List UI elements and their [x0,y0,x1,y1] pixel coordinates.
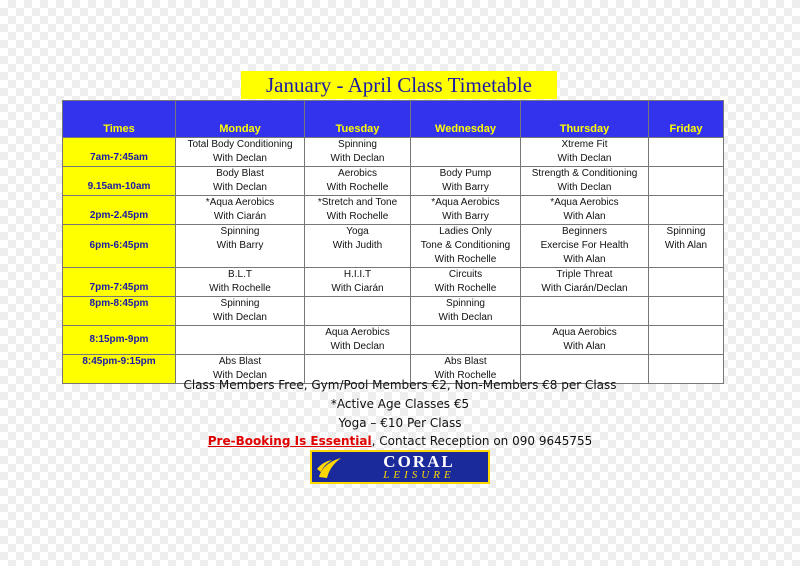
column-header-thursday: Thursday [521,101,649,138]
class-name-label: Strength & Conditioning [531,168,638,179]
class-cell-monday [176,138,305,167]
time-cell: 2pm-2.45pm [63,196,176,225]
instructor-label: With Rochelle [326,182,389,193]
class-cell-wednesday [411,326,521,355]
class-name-label: Beginners [561,226,608,237]
class-name-label: Abs Blast [218,356,262,367]
time-cell: 6pm-6:45pm [63,225,176,268]
class-name-label: *Aqua Aerobics [431,197,500,208]
page-title: January - April Class Timetable [241,71,557,99]
time-cell: 8:15pm-9pm [63,326,176,355]
class-cell-wednesday [411,167,521,196]
class-cell-friday [649,196,724,225]
instructor-label: With Ciarán [331,283,384,294]
table-row [63,326,724,355]
timetable-header-row [63,101,724,138]
class-cell-monday [176,326,305,355]
instructor-label: With Declan [330,341,385,352]
column-header-wednesday: Wednesday [411,101,521,138]
class-name-label: Xtreme Fit [561,139,608,150]
instructor-label: With Rochelle [209,283,271,294]
instructor-label: With Judith [332,240,383,251]
class-cell-friday [649,326,724,355]
class-cell-wednesday [411,268,521,297]
instructor-label: With Ciarán [213,211,267,222]
class-name-label: Circuits [448,269,483,280]
class-cell-wednesday [411,225,521,268]
instructor-label: With Declan [557,153,612,164]
active-age-price-line: *Active Age Classes €5 [330,397,470,411]
class-name-label: B.L.T [228,269,252,280]
instructor-label: With Barry [442,211,489,222]
booking-line [0,434,800,448]
instructor-label: With Barry [216,240,264,251]
class-name-label: Yoga [346,226,369,237]
class-cell-monday [176,225,305,268]
class-name-label: Spinning [446,298,485,309]
class-name-label: Exercise For Health [540,240,629,251]
class-name-label: Spinning [220,298,260,309]
class-cell-friday [649,138,724,167]
instructor-label: With Declan [557,182,612,193]
timetable-body [63,138,724,384]
class-cell-friday [649,225,724,268]
class-name-label: Triple Threat [556,269,613,280]
instructor-label: With Declan [330,153,385,164]
instructor-label: With Rochelle [434,370,497,381]
instructor-label: With Declan [213,312,267,323]
table-row [63,225,724,268]
instructor-label: With Rochelle [434,283,497,294]
class-cell-thursday [521,268,649,297]
logo-subtitle: LEISURE [383,469,455,481]
time-cell: 8pm-8:45pm [63,297,176,326]
class-name-label: Total Body Conditioning [187,139,293,150]
instructor-label: With Ciarán/Declan [541,283,628,294]
class-cell-friday [649,167,724,196]
class-cell-tuesday [305,326,411,355]
instructor-label: With Alan [563,254,606,265]
class-name-label: H.I.I.T [343,269,372,280]
class-cell-wednesday [411,297,521,326]
time-cell: 9.15am-10am [63,167,176,196]
pricing-line: Class Members Free, Gym/Pool Members €2, Non-Members €8 per Class [183,378,617,392]
prebooking-notice: Pre-Booking Is Essential [207,434,372,448]
class-name-label: *Aqua Aerobics [205,197,275,208]
table-row [63,268,724,297]
class-cell-friday [649,268,724,297]
column-header-tuesday: Tuesday [305,101,411,138]
class-name-label: Body Pump [439,168,492,179]
class-name-label: Body Blast [216,168,264,179]
table-row [63,138,724,167]
class-cell-thursday [521,326,649,355]
class-cell-wednesday [411,196,521,225]
class-cell-tuesday [305,268,411,297]
time-cell: 8:45pm-9:15pm [63,355,176,384]
class-name-label: Spinning [666,226,706,237]
class-name-label: Ladies Only [439,226,492,237]
column-header-friday: Friday [649,101,724,138]
class-name-label: Spinning [338,139,377,150]
logo-name: CORAL [383,452,455,471]
column-header-monday: Monday [176,101,305,138]
class-cell-tuesday [305,167,411,196]
class-cell-friday [649,297,724,326]
class-cell-wednesday [411,138,521,167]
class-name-label: *Stretch and Tone [317,197,398,208]
class-cell-thursday [521,225,649,268]
table-row [63,167,724,196]
instructor-label: With Declan [438,312,493,323]
class-name-label: Abs Blast [444,356,487,367]
class-name-label: Spinning [220,226,260,237]
instructor-label: With Declan [213,153,267,164]
class-name-label: Tone & Conditioning [420,240,511,251]
instructor-label: With Alan [563,341,606,352]
instructor-label: With Rochelle [434,254,497,265]
contact-reception-text: , Contact Reception on 090 9645755 [371,434,593,448]
class-cell-monday [176,297,305,326]
class-cell-monday [176,196,305,225]
class-cell-thursday [521,196,649,225]
class-cell-tuesday [305,138,411,167]
class-cell-tuesday [305,297,411,326]
yoga-price-line: Yoga – €10 Per Class [338,416,462,430]
coral-swoosh-icon [316,455,344,481]
class-cell-thursday [521,138,649,167]
class-cell-monday [176,268,305,297]
instructor-label: With Declan [213,182,267,193]
instructor-label: With Alan [563,211,606,222]
time-cell: 7pm-7:45pm [63,268,176,297]
class-cell-monday [176,167,305,196]
time-cell: 7am-7:45am [63,138,176,167]
class-cell-tuesday [305,225,411,268]
instructor-label: With Rochelle [326,211,389,222]
column-header-times: Times [63,101,176,138]
class-timetable [62,100,724,384]
coral-leisure-logo [310,450,490,484]
instructor-label: With Barry [442,182,489,193]
class-name-label: Aerobics [338,168,377,179]
class-name-label: *Aqua Aerobics [550,197,619,208]
table-row [63,196,724,225]
class-cell-thursday [521,297,649,326]
instructor-label: With Declan [213,370,267,381]
instructor-label: With Alan [664,240,708,251]
class-name-label: Aqua Aerobics [325,327,390,338]
table-row [63,297,724,326]
class-cell-thursday [521,167,649,196]
class-name-label: Aqua Aerobics [552,327,617,338]
class-cell-tuesday [305,196,411,225]
